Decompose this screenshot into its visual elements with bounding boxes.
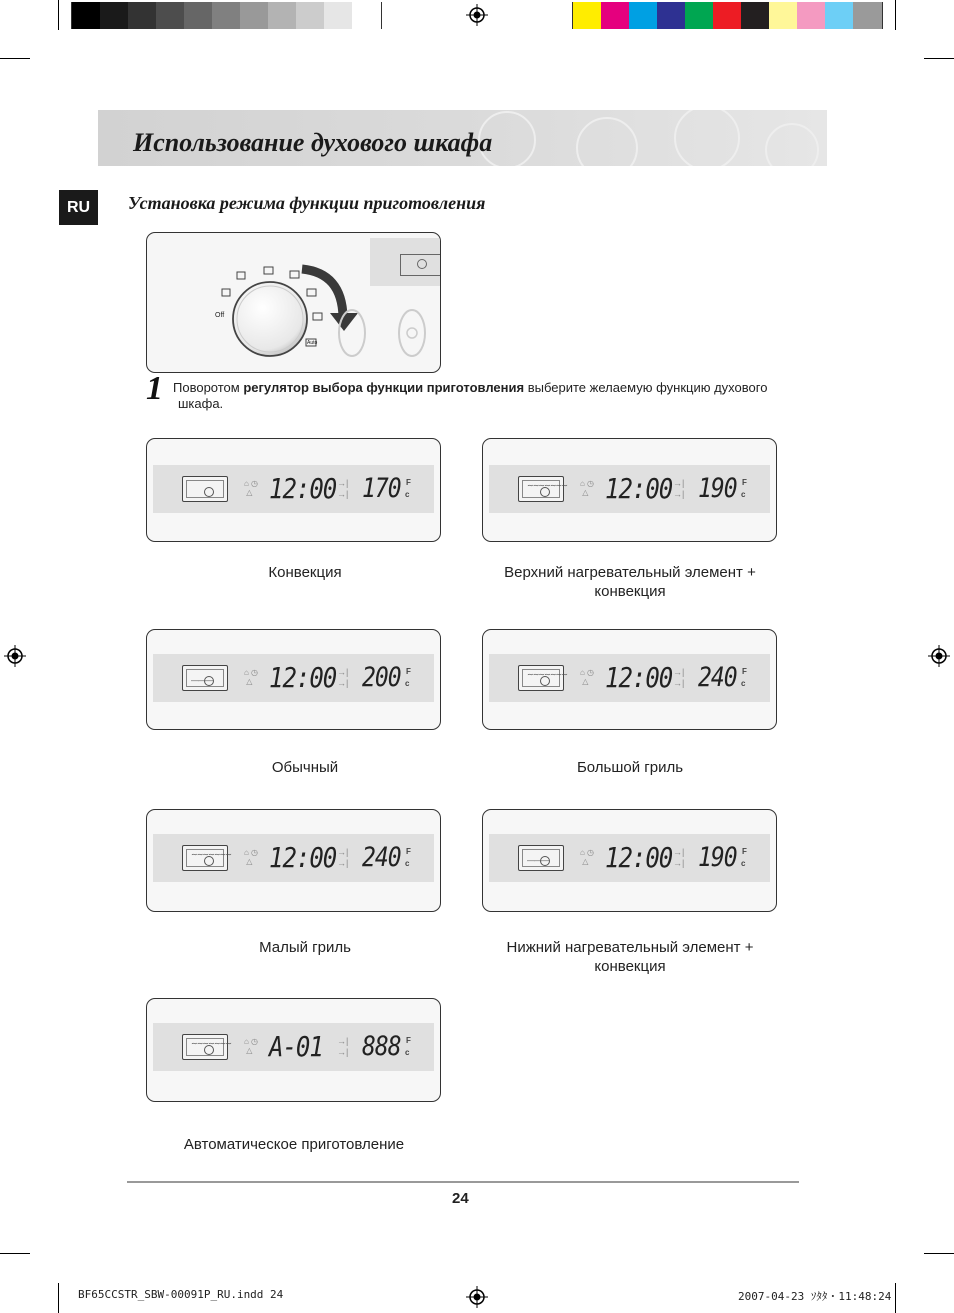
mode-caption (470, 758, 790, 777)
duration-arrows-icon: →| →| (673, 478, 685, 499)
temperature-readout: 190 (698, 474, 737, 504)
large-grill-icon: ∼∼∼∼∼∼∼ (518, 665, 564, 691)
time-readout: 12:00 (269, 661, 337, 695)
crop-mark (0, 58, 30, 59)
unit-celsius: c (405, 859, 410, 868)
time-readout: 12:00 (269, 841, 337, 875)
color-swatch (825, 2, 853, 29)
unit-celsius: c (405, 490, 410, 499)
duration-arrows-icon: →| →| (337, 847, 349, 868)
temperature-readout: 240 (362, 843, 401, 873)
lock-timer-indicator-icon: ⌂ ◷ △ (244, 668, 259, 686)
step-text-continued: шкафа. (178, 396, 224, 411)
color-swatch (853, 2, 882, 29)
gray-swatch (324, 2, 352, 29)
time-readout: 12:00 (269, 472, 337, 506)
mode-caption-line1: Конвекция (268, 564, 342, 581)
conventional-icon: ——— (182, 665, 228, 691)
color-swatch (713, 2, 741, 29)
crop-mark (895, 0, 896, 30)
auto-cook-icon: ∼∼∼∼∼∼∼ (182, 1034, 228, 1060)
mode-caption-line1: Малый гриль (259, 939, 351, 956)
slug-file: BF65CCSTR_SBW-00091P_RU.indd 24 (78, 1288, 284, 1301)
top-heat-fan-icon: ∼∼∼∼∼∼∼ (518, 476, 564, 502)
crop-mark (58, 0, 59, 30)
registration-mark-icon (466, 4, 488, 26)
lock-timer-indicator-icon: ⌂ ◷ △ (580, 479, 595, 497)
function-selector-knob-icon (147, 233, 441, 373)
unit-celsius: c (405, 679, 410, 688)
color-swatch (685, 2, 713, 29)
unit-celsius: c (405, 1048, 410, 1057)
gray-swatch (296, 2, 324, 29)
lock-timer-indicator-icon: ⌂ ◷ △ (580, 848, 595, 866)
language-badge: RU (59, 190, 98, 225)
mode-caption-line1: Большой гриль (576, 759, 684, 776)
gray-swatch (352, 2, 381, 29)
duration-arrows-icon: →| →| (337, 478, 349, 499)
duration-arrows-icon: →| →| (337, 1036, 349, 1057)
gray-swatch (128, 2, 156, 29)
time-readout: 12:00 (605, 472, 673, 506)
oven-display-panel (482, 629, 777, 730)
knob-off-label: Off (215, 312, 225, 319)
color-swatch (657, 2, 685, 29)
temperature-readout: 190 (698, 843, 737, 873)
oven-display-panel (146, 438, 441, 542)
lock-timer-indicator-icon: ⌂ ◷ △ (244, 1037, 259, 1055)
unit-fahrenheit: F (406, 667, 411, 676)
step-instruction (173, 380, 803, 412)
mode-caption (470, 563, 790, 601)
mode-caption (470, 938, 790, 976)
mode-caption-line1: Верхний нагревательный элемент + (504, 564, 756, 581)
mode-caption-line1: Нижний нагревательный элемент + (506, 939, 754, 956)
gray-swatch (100, 2, 128, 29)
gray-swatch (72, 2, 100, 29)
gray-swatch (184, 2, 212, 29)
color-swatch (573, 2, 601, 29)
temperature-readout: 240 (698, 663, 737, 693)
color-swatch (601, 2, 629, 29)
footer-rule (127, 1181, 799, 1183)
oven-display-panel (482, 438, 777, 542)
step-text-before: Поворотом (173, 380, 244, 395)
small-grill-icon: ∼∼∼∼∼∼∼ (182, 845, 228, 871)
lock-timer-indicator-icon: ⌂ ◷ △ (244, 479, 259, 497)
unit-celsius: c (741, 490, 746, 499)
oven-display-panel (482, 809, 777, 912)
duration-arrows-icon: →| →| (673, 667, 685, 688)
mode-caption-line2: конвекция (594, 583, 666, 600)
lock-timer-indicator-icon: ⌂ ◷ △ (244, 848, 259, 866)
mode-caption-line1: Автоматическое приготовление (183, 1136, 405, 1153)
color-swatch (741, 2, 769, 29)
color-swatch (769, 2, 797, 29)
fan-icon (182, 476, 228, 502)
temperature-readout: 170 (362, 474, 401, 504)
crop-mark (0, 1253, 30, 1254)
unit-fahrenheit: F (406, 1036, 411, 1045)
unit-fahrenheit: F (406, 847, 411, 856)
unit-fahrenheit: F (742, 478, 747, 487)
crop-mark (924, 1253, 954, 1254)
slug-date: 2007-04-23 ｿﾀﾀ・11:48:24 (738, 1290, 892, 1303)
gray-swatch (156, 2, 184, 29)
temperature-readout: 200 (362, 663, 401, 693)
registration-mark-icon (466, 1286, 488, 1308)
page-number: 24 (452, 1190, 469, 1207)
gray-swatch (268, 2, 296, 29)
page-title: Использование духового шкафа (133, 128, 493, 157)
temperature-readout: 888 (362, 1032, 401, 1062)
color-swatch (797, 2, 825, 29)
decorative-vegetables-icon (447, 110, 827, 166)
lock-timer-indicator-icon: ⌂ ◷ △ (580, 668, 595, 686)
gray-swatch (212, 2, 240, 29)
time-readout: 12:00 (605, 661, 673, 695)
mode-caption-line2: конвекция (594, 958, 666, 975)
unit-fahrenheit: F (406, 478, 411, 487)
crop-mark (895, 1283, 896, 1313)
mode-caption (146, 563, 464, 582)
gray-swatch (240, 2, 268, 29)
mode-caption (146, 758, 464, 777)
registration-mark-icon (928, 645, 950, 667)
mode-caption (136, 1135, 452, 1154)
time-readout: 12:00 (605, 841, 673, 875)
duration-arrows-icon: →| →| (337, 667, 349, 688)
section-subtitle: Установка режима функции приготовления (128, 193, 486, 213)
oven-display-panel (146, 809, 441, 912)
crop-mark (924, 58, 954, 59)
step-text-after: выберите желаемую функцию духового (524, 380, 768, 395)
mode-caption (146, 938, 464, 957)
duration-arrows-icon: →| →| (673, 847, 685, 868)
bottom-heat-fan-icon: ——— (518, 845, 564, 871)
time-readout: A-01 (269, 1030, 323, 1064)
unit-fahrenheit: F (742, 847, 747, 856)
control-panel-illustration (146, 232, 441, 373)
step-number: 1 (146, 370, 163, 407)
unit-celsius: c (741, 859, 746, 868)
unit-celsius: c (741, 679, 746, 688)
oven-display-panel (146, 629, 441, 730)
step-text-bold: регулятор выбора функции приготовления (243, 380, 525, 395)
registration-mark-icon (4, 645, 26, 667)
unit-fahrenheit: F (742, 667, 747, 676)
knob-auto-label: Auto (307, 340, 318, 346)
color-swatch (629, 2, 657, 29)
oven-display-panel (146, 998, 441, 1102)
mode-caption-line1: Обычный (271, 759, 339, 776)
crop-mark (58, 1283, 59, 1313)
